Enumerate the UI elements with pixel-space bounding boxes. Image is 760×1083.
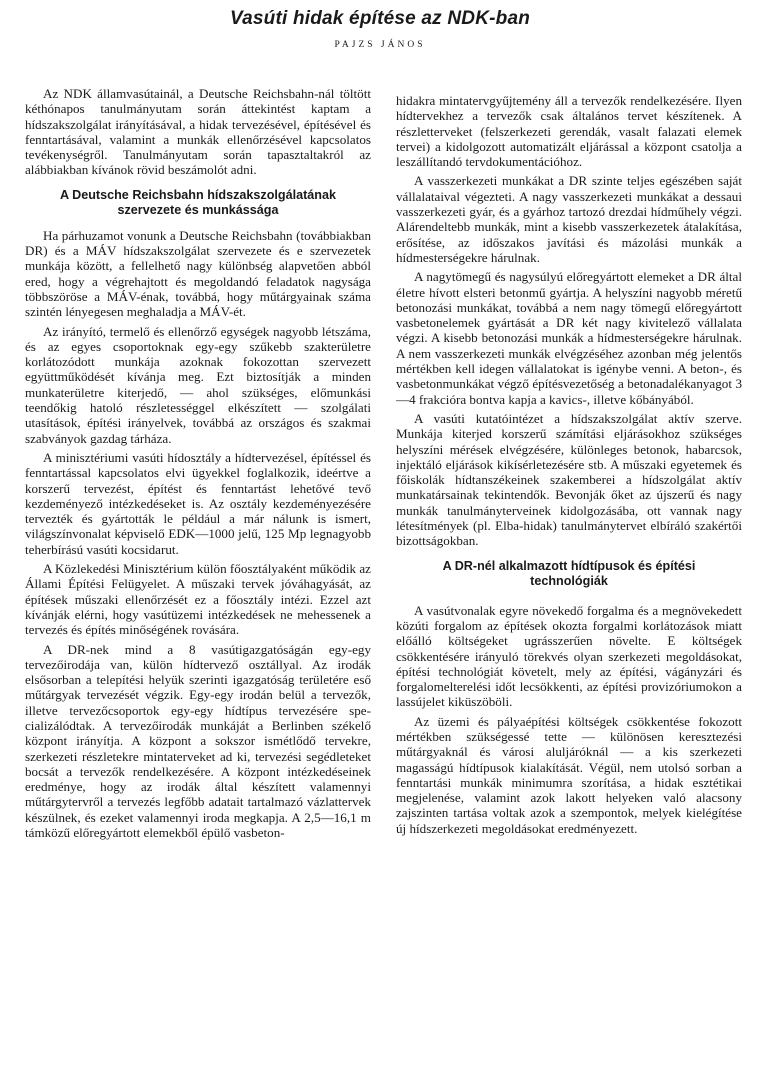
paragraph: Az irányító, termelő és ellenőrző egységek nagyobb létszáma, és az egyes csoportoknak egy-egy szűkebb szakterületre korlátozódott munkája azoknak fokozottan szervezett együttműködését kívánja meg. Ezt biztosítják a minden munkaterületre kiterjedő, — ahol szükséges, előmunkási teendőkig hatoló részletességgel elkészített — szolgálati utasítások, építési irányelvek, továbbá az országos és szakmai szabványok gazdag tárháza. bbox=[25, 323, 371, 446]
right-column bbox=[396, 93, 742, 840]
section-heading: A Deutsche Reichsbahn hídszakszolgálatának szervezete és munkássága bbox=[60, 187, 336, 217]
paragraph: Az NDK államvasútainál, a Deutsche Reichsbahn-nál töltött kéthónapos tanulmányutam során áttekintést kaptam a hídszakszolgálat irányításával, a hidak tervezésével, építésével és fenntartásával, valamint a munkák ellenőrzésével kapcsolatos tevékenységről. Tanulmányutam során tapasztaltakról az alábbiakban kívánok rövid beszámolót adni. bbox=[25, 86, 371, 178]
paragraph: Az üzemi és pályaépítési költségek csökkentése fokozott mértékben szükségessé tette — különösen keresztezési műtárgyaknál és városi aluljáróknál — a kis szerkezeti magasságú hídtípusok kialakítását. Végül, nem utolsó sorban a fenntartási munkák minimumra szorítása, a hidak esztétikai megjelenése, valamint azok lakott helyeken való alacsony zajszinten tartása voltak azok a szempontok, melyek kielégítése új hídszerkezeti megoldásokat eredményezett. bbox=[396, 713, 742, 836]
paragraph: A vasúti kutatóintézet a hídszakszolgálat aktív szerve. Munkája kiterjed korszerű számítási eljárásokhoz szükséges helyszíni mérések elvégzésére, különleges betonok, habarcsok, injektáló eljárások kikísérletezésére stb. A műszaki egyetemek és főiskolák hídtanszékeinek szakemberei a hídszolgálat aktív munkatársainak tekintendők. Bevonják őket az újszerű és nagy munkák tanulmányterveinek kidolgozásába, ott vannak nagy létesítmények (pl. Elba-hidak) tanulmánytervet elbíráló szakértői bizottságokban. bbox=[396, 410, 742, 549]
paragraph: hidakra mintatervgyűjtemény áll a tervezők rendelkezésére. Ilyen hídtervekhez a tervezők csak általános tervet készítenek. A részletterveket (felszerkezeti gerendák, vasalt falazati elemek tervei) a kidolgozott automatizált eljárással a központ csatolja a leszállítandó tervdokumentációhoz. bbox=[396, 93, 742, 170]
paragraph: A minisztériumi vasúti hídosztály a hídtervezésel, építéssel és fenntartással kapcsolatos elvi ügyekkel foglalkozik, ideértve a korszerű tervezést, építést és fenntartást lehetővé tevő kezdeményező intézkedéseket is. Az osztály kezdeményezésére tervezték és gyártották le például a már nálunk is ismert, világszínvonalat képviselő EDK—1000 jelű, 125 Mp legnagyobb teherbírású vasúti kocsidarut. bbox=[25, 449, 371, 557]
left-column bbox=[25, 86, 371, 844]
paragraph: A nagytömegű és nagysúlyú előregyártott elemeket a DR által életre hívott elsteri betonmű gyártja. A helyszíni nagyobb méretű betonozási munkákat, továbbá a nem nagy tömegű előregyártott vasbetonelemek gyártását a DR két nagy kivitelező vállalata végzi. A kisebb betonozási munkák a hídmesterségekre hárulnak. A nem vasszerkezeti munkák elvégzéséhez azonban még jelentős mértékben kell idegen vállalatokat is igénybe venni. A beton-, és vasbetonmunkákat végző építésvezetőség a betonadalékanyagot 3—4 frakcióra bontva kapja a kavics-, illetve kőbányából. bbox=[396, 269, 742, 407]
article-title: Vasúti hidak építése az NDK-ban bbox=[229, 8, 531, 29]
paragraph: Ha párhuzamot vonunk a Deutsche Reichsbahn (továbbiakban DR) és a MÁV hídszakszolgálat szervezete és e szervezetek munkája között, a fellelhető nagy különbség alapvetően abból ered, hogy a végrehajtott és megoldandó feladatok nagysága többszöröse a MÁV-énak, továbbá, hogy műtárgyainak száma szintén lényegesen meghaladja a MÁV-ét. bbox=[25, 227, 371, 320]
paragraph: A Közlekedési Minisztérium külön főosztályaként működik az Állami Építési Felügyelet. A műszaki tervek jóváhagyását, az építések műszaki ellenőrzését ez a főosztály intézi. Ezzel azt kívánják elérni, hogy vasútüzemi intézkedések ne mehessenek a tervezés és építés minőségének rovására. bbox=[25, 561, 371, 638]
article-author: PAJZS JÁNOS bbox=[334, 40, 426, 50]
paragraph: A vasútvonalak egyre növekedő forgalma és a megnövekedett közúti forgalom az építések okozta forgalmi korlátozások miatt előálló költségeket ugrásszerűen növelte. E költségek csökkentésére irányuló törekvés olyan szerkezeti megoldásokat, építési technológiát követelt, mely az építési, vágányzári és forgalomelterelési időt lecsökkenti, az építési provizóriumokon a lassújelet kiküszöböli. bbox=[396, 602, 742, 710]
section-heading: A DR-nél alkalmazott hídtípusok és építési technológiák bbox=[442, 558, 696, 588]
paragraph: A DR-nek mind a 8 vasútigazgatóságán egy-egy tervezőirodája van, külön hídtervező osztállyal. Az irodák elsősorban a telepítési helyük szerinti igazgatóság területére eső műtárgyak tervezését végzik. Egy-egy irodán belül a tervezők, illetve tervezőcsoportok egy-egy hídtípus tervezésére specializálódtak. A tervezőirodák munkáját a Berlinben székelő központ irányítja. A központ a sokszor ismétlődő tervekre, szerkezeti részletekre mintaterveket ad ki, tervezési segédleteket bocsát a tervezők rendelkezésére. A központ intézkedéseinek eredménye, hogy az irodák által készített valamennyi műtárgytervről a tervezés legfőbb adatait tartalmazó vázlattervek készülnek, és ezeket valamennyi iroda megkapja. A 2,5—16,1 m támközű előregyártott elemekből épülő vasbeton- bbox=[25, 641, 371, 841]
paragraph: A vasszerkezeti munkákat a DR szinte teljes egészében saját vállalataival végezteti. A nagy vasszerkezeti munkákat a dessaui vasszerkezeti gyár, és a gyárhoz tartozó drezdai hídműhely végzi. Alárendeltebb munkák, mint a kisebb vasszerkezetek átalakítása, erősítése, az időszakos javítási és mázolási munkák a hídmesterségekre hárulnak. bbox=[396, 173, 742, 265]
